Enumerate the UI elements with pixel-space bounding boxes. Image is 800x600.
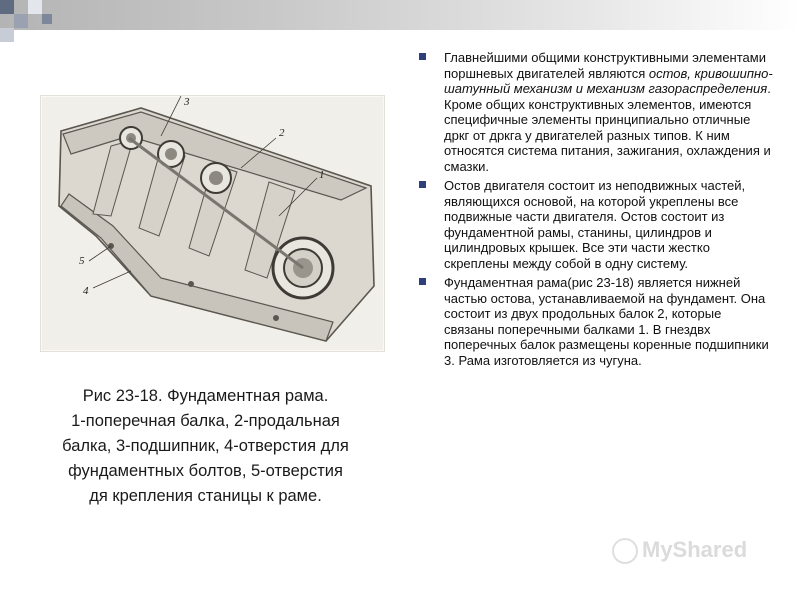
caption-line: дя крепления станицы к раме. (89, 487, 322, 505)
decor-square (14, 14, 28, 28)
leader-line (93, 271, 131, 288)
bullet-square-icon (419, 278, 426, 285)
paragraph-text: Фундаментная рама(рис 23-18) является нижней частью остова, устанавливаемой на фундамент. Она состоит из двух продольных балок 2, которые связаны поперечными балками 1. В гнездвх поперечных балок размещены коренные подшипники 3. Рама изготовляется из чугуна. (444, 275, 769, 368)
caption-line: Рис 23-18. Фундаментная рама. (82, 387, 329, 405)
caption-line: балка, 3-подшипник, 4-отверстия для (62, 437, 349, 455)
paragraph-text: Остов двигателя состоит из неподвижных частей, являющихся основой, на которой укреплены все подвижные части двигателя. Остов состоит из фундаментной рамы, станины, цилиндров и цилиндровых крышек. Все эти части жестко скреплены между собой в одну систему. (444, 178, 746, 271)
bearing (209, 171, 223, 185)
caption-line: 1-поперечная балка, 2-продальная (71, 412, 340, 430)
foundation-frame-drawing (40, 95, 385, 352)
paragraph-text: . Кроме общих конструктивных элементов, имеются специфичные элементы принципиально отличные дркг от дркга у двигателей разных типов. К ним относятся система питания, зажигания, охлаждения и смазки. (444, 81, 771, 174)
watermark-logo-icon (612, 538, 638, 564)
text-column (418, 50, 773, 372)
bullet-paragraph (418, 50, 773, 174)
leader-line (89, 246, 111, 261)
decor-square (0, 0, 14, 14)
caption-line: фундаментных болтов, 5-отверстия (68, 462, 343, 480)
bullet-paragraph (418, 275, 773, 368)
watermark (612, 536, 772, 566)
label-2: 2 (279, 127, 285, 139)
bearing (165, 148, 177, 160)
paragraph-italic: остов, кривошипно-шатунный механизм и механизм газораспределения (444, 65, 773, 96)
frame-illustration (41, 96, 384, 351)
bullet-square-icon (419, 181, 426, 188)
decor-square (0, 28, 14, 42)
bolt-hole (188, 281, 194, 287)
label-4: 4 (83, 285, 89, 297)
figure-caption (18, 384, 393, 509)
paragraph-text: Главнейшими общими конструктивными элементами поршневых двигателей являются (444, 50, 766, 81)
label-1: 1 (319, 169, 325, 181)
watermark-text: MyShared (642, 537, 748, 562)
bullet-square-icon (419, 53, 426, 60)
bolt-hole (273, 315, 279, 321)
decor-square (42, 14, 52, 24)
header-band (0, 0, 800, 30)
decor-square (28, 0, 42, 14)
bullet-paragraph (418, 178, 773, 271)
label-5: 5 (79, 255, 85, 267)
label-3: 3 (184, 96, 190, 108)
